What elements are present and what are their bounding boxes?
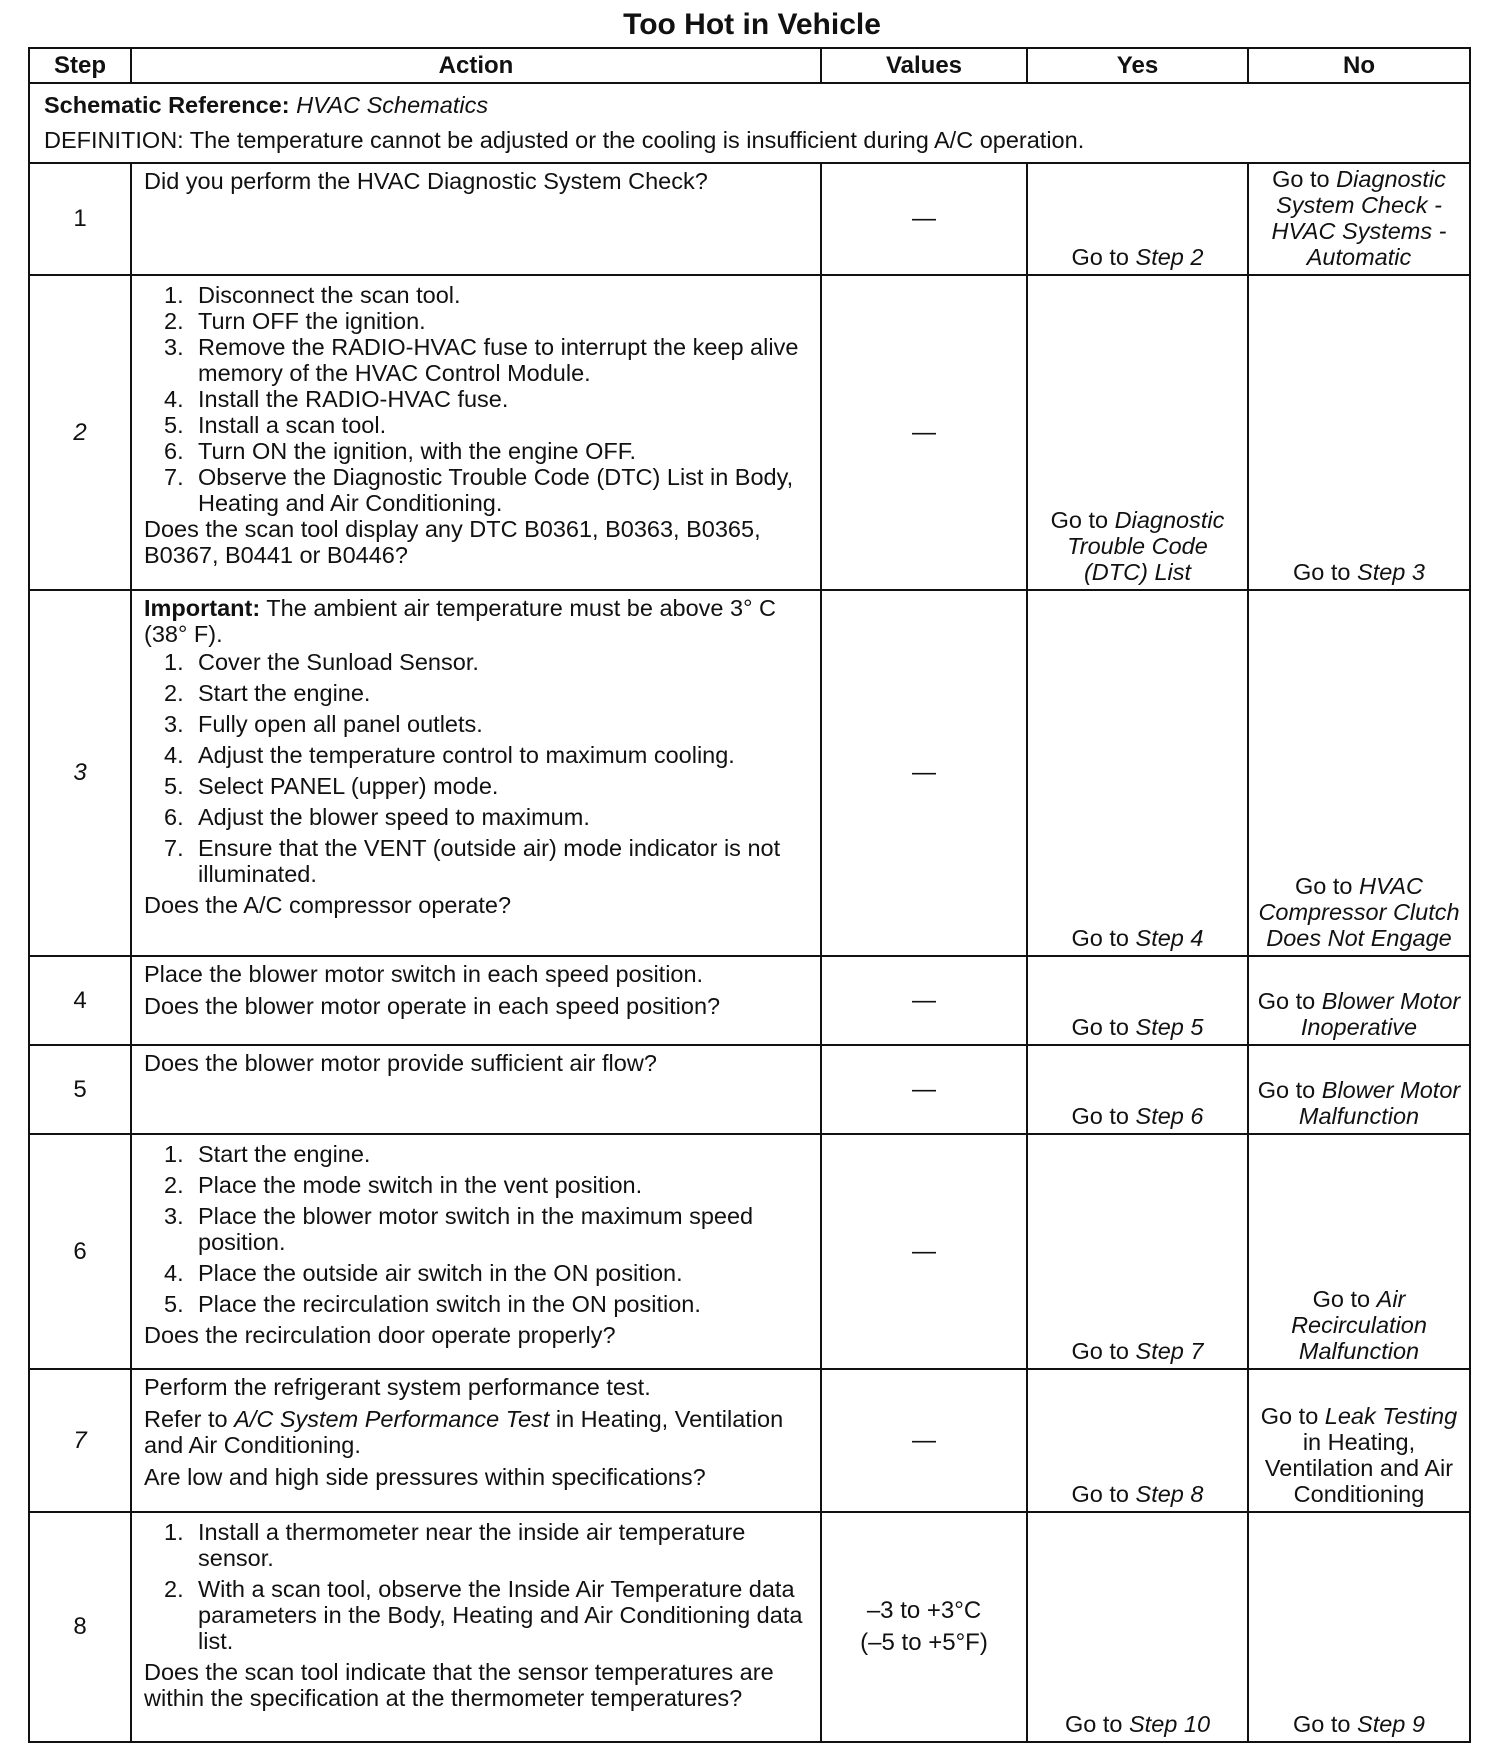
action-question: Does the blower motor operate in each speed position?	[144, 993, 721, 1019]
step-number: 6	[29, 1134, 131, 1369]
action-question: Does the blower motor provide sufficient air flow?	[144, 1050, 657, 1076]
no-prefix: Go to	[1312, 1286, 1371, 1312]
table-header-row	[29, 48, 1470, 83]
no-cell	[1248, 163, 1470, 275]
table-row	[29, 163, 1470, 275]
action-step-list	[144, 282, 810, 516]
action-step: 1. Start the engine.	[164, 1141, 371, 1167]
action-question: Are low and high side pressures within specifications?	[144, 1464, 706, 1490]
schematic-cell	[29, 83, 1470, 163]
table-row	[29, 275, 1470, 590]
important-note: Important: The ambient air temperature must be above 3° C (38° F).	[144, 595, 776, 647]
schematic-row	[29, 83, 1470, 163]
no-cell	[1248, 1369, 1470, 1512]
step-number: 8	[29, 1512, 131, 1742]
action-step: 7. Observe the Diagnostic Trouble Code (DTC) List in Body, Heating and Air Conditioning.	[164, 464, 794, 516]
yes-cell	[1027, 590, 1248, 956]
no-link: Blower Motor Inoperative	[1300, 988, 1461, 1040]
values-cell: —	[821, 1134, 1027, 1369]
yes-prefix: Go to	[1071, 244, 1129, 270]
values-cell: —	[821, 275, 1027, 590]
action-step: 5. Select PANEL (upper) mode.	[164, 773, 499, 799]
action-step: 1. Cover the Sunload Sensor.	[164, 649, 479, 675]
yes-link: Diagnostic Trouble Code (DTC) List	[1067, 507, 1225, 585]
yes-link: Step 6	[1135, 1103, 1204, 1129]
no-cell	[1248, 590, 1470, 956]
yes-prefix: Go to	[1071, 1103, 1129, 1129]
action-step: 2. Start the engine.	[164, 680, 371, 706]
action-step: 3. Place the blower motor switch in the maximum speed position.	[164, 1203, 754, 1255]
no-cell	[1248, 1134, 1470, 1369]
values-cell: —	[821, 1369, 1027, 1512]
action-step: 2. Place the mode switch in the vent position.	[164, 1172, 643, 1198]
yes-prefix: Go to	[1050, 507, 1109, 533]
yes-cell	[1027, 1369, 1248, 1512]
action-question: Does the A/C compressor operate?	[144, 892, 512, 918]
values-celsius: –3 to +3°C	[866, 1597, 982, 1624]
yes-prefix: Go to	[1064, 1711, 1123, 1737]
action-cell	[131, 275, 821, 590]
header-no: No	[1248, 48, 1470, 83]
action-step: 5. Install a scan tool.	[164, 412, 387, 438]
table-row	[29, 956, 1470, 1045]
table-row	[29, 1134, 1470, 1369]
yes-cell	[1027, 956, 1248, 1045]
schematic-reference	[44, 88, 1455, 123]
table-row	[29, 1369, 1470, 1512]
yes-prefix: Go to	[1071, 925, 1129, 951]
step-number: 4	[29, 956, 131, 1045]
no-prefix: Go to	[1272, 166, 1330, 192]
action-step: 1. Disconnect the scan tool.	[164, 282, 461, 308]
action-step-list	[144, 1141, 810, 1317]
action-step: 5. Place the recirculation switch in the ON position.	[164, 1291, 701, 1317]
header-action: Action	[131, 48, 821, 83]
no-link: Diagnostic System Check - HVAC Systems - Automatic	[1271, 166, 1447, 270]
header-step: Step	[29, 48, 131, 83]
values-cell: —	[821, 956, 1027, 1045]
yes-prefix: Go to	[1071, 1481, 1129, 1507]
action-cell	[131, 956, 821, 1045]
values-cell: —	[821, 590, 1027, 956]
action-step: 1. Install a thermometer near the inside air temperature sensor.	[164, 1519, 746, 1571]
action-cell	[131, 1369, 821, 1512]
no-prefix: Go to	[1294, 873, 1353, 899]
action-step: 6. Turn ON the ignition, with the engine OFF.	[164, 438, 637, 464]
action-question: Does the scan tool display any DTC B0361, B0363, B0365, B0367, B0441 or B0446?	[144, 516, 761, 568]
action-step: 4. Place the outside air switch in the ON position.	[164, 1260, 683, 1286]
schematic-label: Schematic Reference:	[44, 92, 290, 118]
no-prefix: Go to	[1293, 1711, 1351, 1737]
no-prefix: Go to	[1257, 1077, 1316, 1103]
no-prefix: Go to	[1293, 559, 1351, 585]
yes-link: Step 7	[1135, 1338, 1204, 1364]
step-number: 1	[29, 163, 131, 275]
no-cell	[1248, 275, 1470, 590]
no-prefix: Go to	[1257, 988, 1316, 1014]
yes-cell	[1027, 1045, 1248, 1134]
no-link: HVAC Compressor Clutch Does Not Engage	[1258, 873, 1460, 951]
values-fahrenheit: (–5 to +5°F)	[860, 1629, 988, 1656]
action-step: 2. Turn OFF the ignition.	[164, 308, 426, 334]
action-cell	[131, 1134, 821, 1369]
refer-link: A/C System Performance Test	[234, 1406, 550, 1432]
action-step-list	[144, 1519, 810, 1654]
action-step: 4. Install the RADIO-HVAC fuse.	[164, 386, 509, 412]
action-step: 6. Adjust the blower speed to maximum.	[164, 804, 590, 830]
schematic-ref-link: HVAC Schematics	[296, 92, 489, 118]
action-step: 3. Fully open all panel outlets.	[164, 711, 483, 737]
no-link: Step 3	[1357, 559, 1425, 585]
yes-link: Step 4	[1135, 925, 1204, 951]
header-values: Values	[821, 48, 1027, 83]
values-cell: —	[821, 1045, 1027, 1134]
no-cell	[1248, 956, 1470, 1045]
action-question: Did you perform the HVAC Diagnostic System Check?	[144, 168, 708, 194]
action-question: Does the scan tool indicate that the sensor temperatures are within the specification at the thermometer temperatures?	[144, 1659, 774, 1711]
yes-prefix: Go to	[1071, 1338, 1129, 1364]
action-cell	[131, 590, 821, 956]
values-cell	[821, 1512, 1027, 1742]
yes-cell	[1027, 275, 1248, 590]
action-text: Perform the refrigerant system performance test.	[144, 1374, 651, 1400]
no-link: Blower Motor Malfunction	[1298, 1077, 1461, 1129]
yes-link: Step 10	[1129, 1711, 1211, 1737]
values-cell: —	[821, 163, 1027, 275]
no-link: Air Recirculation Malfunction	[1291, 1286, 1427, 1364]
header-yes: Yes	[1027, 48, 1248, 83]
step-number: 5	[29, 1045, 131, 1134]
no-cell	[1248, 1512, 1470, 1742]
step-number: 2	[29, 275, 131, 590]
action-step: 2. With a scan tool, observe the Inside Air Temperature data parameters in the Body, Heating and Air Conditioning data list.	[164, 1576, 803, 1654]
no-cell	[1248, 1045, 1470, 1134]
action-question: Does the recirculation door operate properly?	[144, 1322, 616, 1348]
action-cell	[131, 1045, 821, 1134]
no-suffix: in Heating, Ventilation and Air Conditioning	[1264, 1429, 1454, 1507]
no-link: Leak Testing	[1324, 1403, 1458, 1429]
action-cell	[131, 1512, 821, 1742]
page-title: Too Hot in Vehicle	[623, 8, 881, 41]
definition-text: DEFINITION: The temperature cannot be adjusted or the cooling is insufficient during A/C operation.	[44, 127, 1085, 153]
yes-link: Step 2	[1135, 244, 1204, 270]
table-row	[29, 1512, 1470, 1742]
action-refer: Refer to A/C System Performance Test in Heating, Ventilation and Air Conditioning.	[144, 1406, 784, 1458]
step-number: 7	[29, 1369, 131, 1512]
action-text: Place the blower motor switch in each speed position.	[144, 961, 704, 987]
action-step: 7. Ensure that the VENT (outside air) mode indicator is not illuminated.	[164, 835, 781, 887]
action-step-list	[144, 649, 810, 887]
table-row	[29, 1045, 1470, 1134]
yes-link: Step 8	[1135, 1481, 1204, 1507]
yes-link: Step 5	[1135, 1014, 1204, 1040]
step-number: 3	[29, 590, 131, 956]
yes-prefix: Go to	[1071, 1014, 1129, 1040]
diagnostic-table	[28, 47, 1471, 1743]
no-link: Step 9	[1357, 1711, 1425, 1737]
action-step: 4. Adjust the temperature control to maximum cooling.	[164, 742, 735, 768]
action-step: 3. Remove the RADIO-HVAC fuse to interrupt the keep alive memory of the HVAC Control Module.	[164, 334, 799, 386]
table-row	[29, 590, 1470, 956]
yes-cell	[1027, 1512, 1248, 1742]
yes-cell	[1027, 1134, 1248, 1369]
no-prefix: Go to	[1260, 1403, 1319, 1429]
action-cell	[131, 163, 821, 275]
yes-cell	[1027, 163, 1248, 275]
